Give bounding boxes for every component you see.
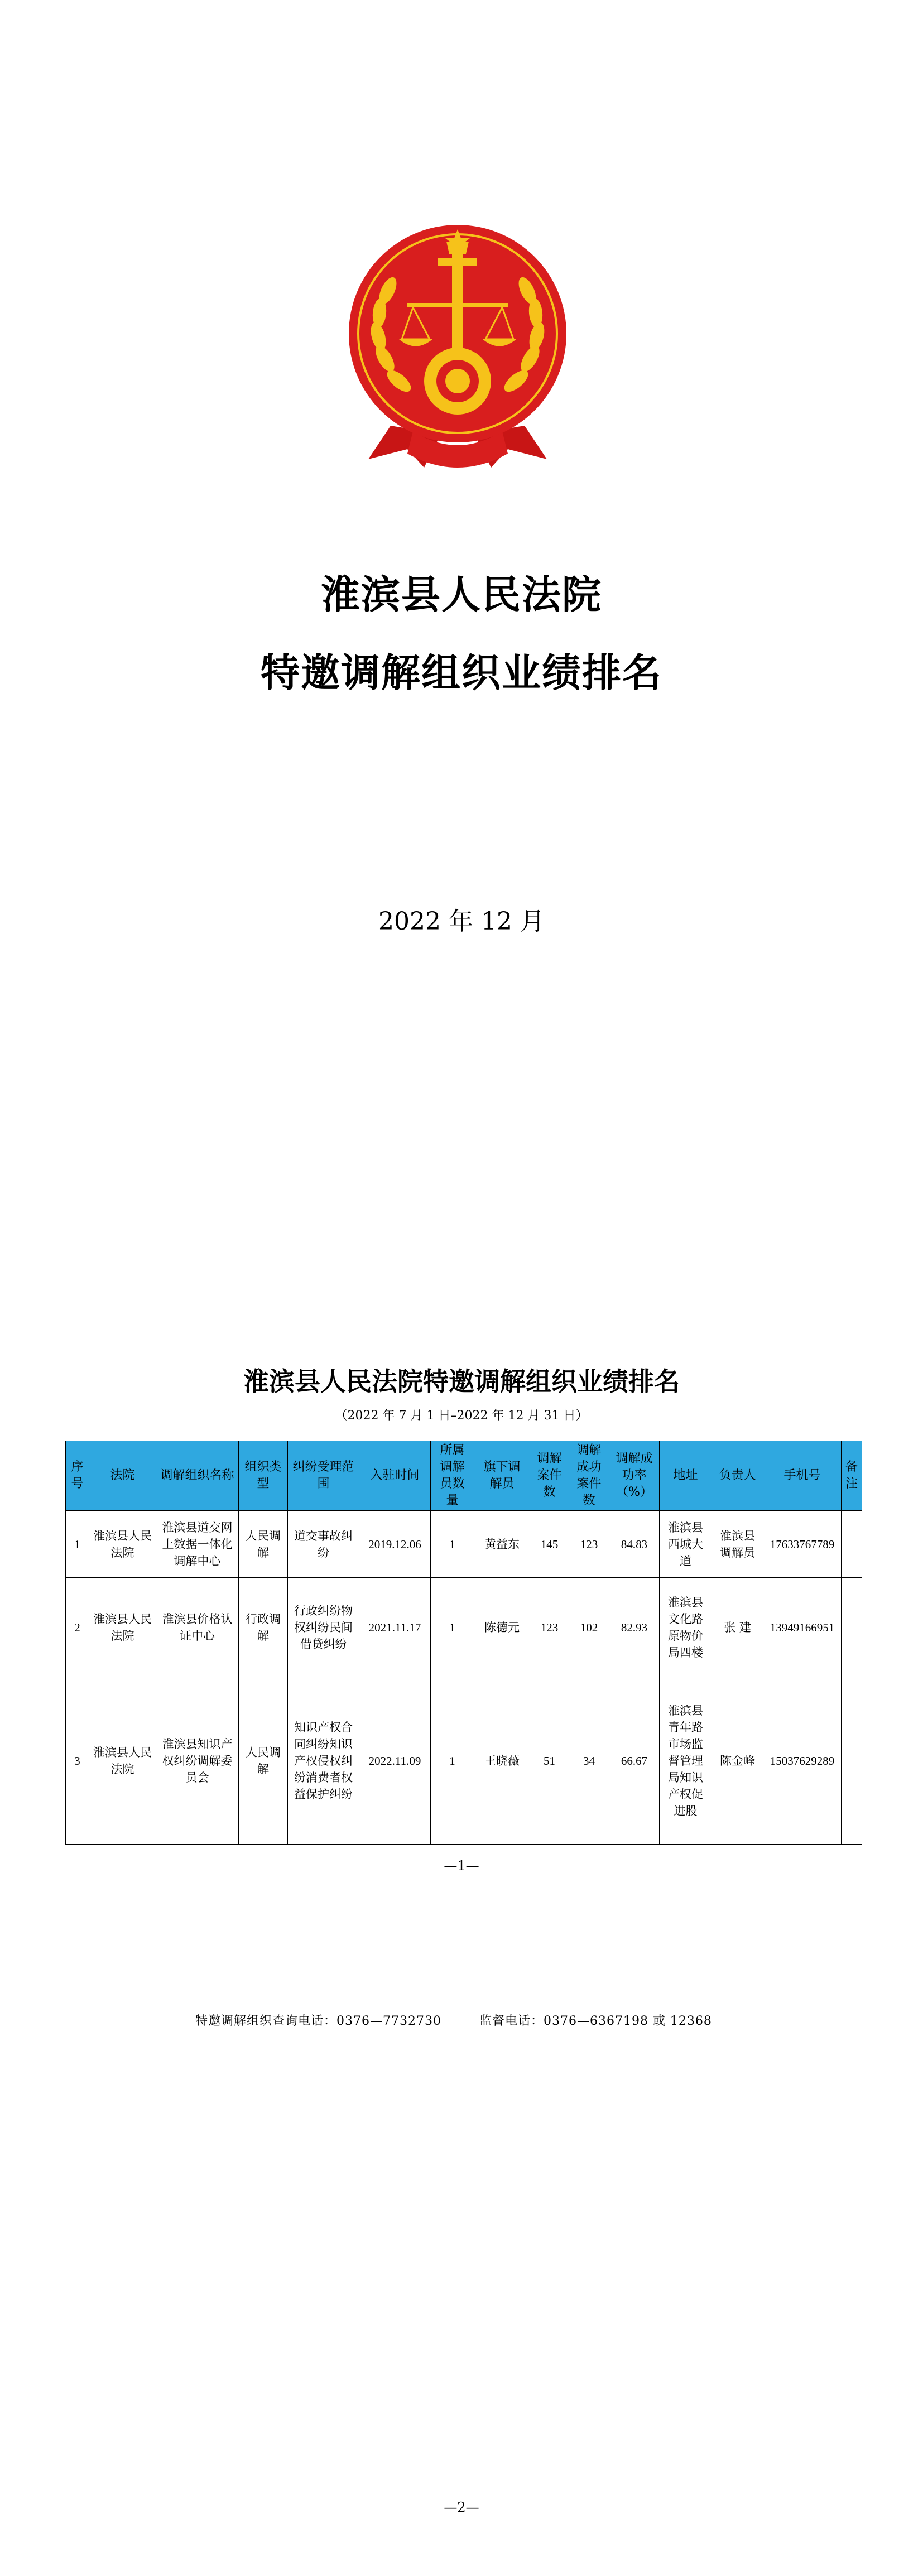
cover-date: 2022 年 12 月: [378, 907, 545, 936]
cell-rate: 84.83: [609, 1511, 660, 1578]
header-date: 入驻时间: [359, 1441, 431, 1511]
table-period: （2022 年 7 月 1 日–2022 年 12 月 31 日）: [335, 1409, 588, 1423]
cell-date: 2021.11.17: [359, 1578, 431, 1677]
cell-court: 淮滨县人民法院: [89, 1677, 156, 1845]
cell-phone: 15037629289: [763, 1677, 842, 1845]
cell-leader: 淮滨县调解员: [712, 1511, 763, 1578]
table-row: [66, 1511, 862, 1578]
cell-cases: 123: [530, 1578, 569, 1677]
cell-type: 人民调解: [239, 1511, 288, 1578]
header-no: 序号: [66, 1441, 89, 1511]
cell-count: 1: [431, 1511, 474, 1578]
cell-scope: 行政纠纷物权纠纷民间借贷纠纷: [288, 1578, 359, 1677]
header-address: 地址: [660, 1441, 712, 1511]
cell-no: 1: [66, 1511, 89, 1578]
cell-count: 1: [431, 1578, 474, 1677]
cell-mediator: 黄益东: [474, 1511, 530, 1578]
cell-success: 34: [569, 1677, 609, 1845]
cell-leader: 陈金峰: [712, 1677, 763, 1845]
contact-line: [195, 2011, 746, 2029]
page-number-1: —1—: [444, 1858, 479, 1874]
cell-note: [842, 1578, 862, 1677]
court-emblem: [346, 219, 569, 476]
table-row: [66, 1578, 862, 1677]
cell-org: 淮滨县价格认证中心: [156, 1578, 239, 1677]
table-row: [66, 1677, 862, 1845]
cell-type: 行政调解: [239, 1578, 288, 1677]
header-cases: 调解案件数: [530, 1441, 569, 1511]
header-rate: 调解成功率（%）: [609, 1441, 660, 1511]
cell-date: 2019.12.06: [359, 1511, 431, 1578]
page-number-2: —2—: [444, 2500, 479, 2515]
cell-scope: 知识产权合同纠纷知识产权侵权纠纷消费者权益保护纠纷: [288, 1677, 359, 1845]
cell-org: 淮滨县道交网上数据一体化调解中心: [156, 1511, 239, 1578]
cell-note: [842, 1677, 862, 1845]
cell-rate: 82.93: [609, 1578, 660, 1677]
table-title: 淮滨县人民法院特邀调解组织业绩排名: [243, 1366, 680, 1397]
table-header-row: [66, 1441, 862, 1511]
header-note: 备注: [842, 1441, 862, 1511]
cell-success: 102: [569, 1578, 609, 1677]
header-scope: 纠纷受理范围: [288, 1441, 359, 1511]
ranking-table: [65, 1441, 862, 1845]
cell-note: [842, 1511, 862, 1578]
cell-cases: 51: [530, 1677, 569, 1845]
header-mediator: 旗下调解员: [474, 1441, 530, 1511]
cell-address: 淮滨县文化路原物价局四楼: [660, 1578, 712, 1677]
cover-title-line2: 特邀调解组织业绩排名: [261, 649, 662, 696]
header-phone: 手机号: [763, 1441, 842, 1511]
cell-address: 淮滨县青年路市场监督管理局知识产权促进股: [660, 1677, 712, 1845]
cover-title-line1: 淮滨县人民法院: [321, 571, 602, 618]
cell-type: 人民调解: [239, 1677, 288, 1845]
cell-success: 123: [569, 1511, 609, 1578]
cell-rate: 66.67: [609, 1677, 660, 1845]
cell-leader: 张 建: [712, 1578, 763, 1677]
cell-scope: 道交事故纠纷: [288, 1511, 359, 1578]
cell-cases: 145: [530, 1511, 569, 1578]
cell-address: 淮滨县西城大道: [660, 1511, 712, 1578]
cell-no: 2: [66, 1578, 89, 1677]
cell-court: 淮滨县人民法院: [89, 1511, 156, 1578]
cell-court: 淮滨县人民法院: [89, 1578, 156, 1677]
cell-no: 3: [66, 1677, 89, 1845]
header-success: 调解成功案件数: [569, 1441, 609, 1511]
cell-phone: 13949166951: [763, 1578, 842, 1677]
contact-supervise-phone: 监督电话：0376—6367198 或 12368: [479, 2014, 712, 2028]
header-org: 调解组织名称: [156, 1441, 239, 1511]
header-count: 所属调解员数量: [431, 1441, 474, 1511]
cell-mediator: 王晓薇: [474, 1677, 530, 1845]
header-leader: 负责人: [712, 1441, 763, 1511]
cell-org: 淮滨县知识产权纠纷调解委员会: [156, 1677, 239, 1845]
header-court: 法院: [89, 1441, 156, 1511]
contact-query-phone: 特邀调解组织查询电话：0376—7732730: [195, 2014, 441, 2028]
cell-date: 2022.11.09: [359, 1677, 431, 1845]
cell-mediator: 陈德元: [474, 1578, 530, 1677]
header-type: 组织类型: [239, 1441, 288, 1511]
cell-count: 1: [431, 1677, 474, 1845]
cell-phone: 17633767789: [763, 1511, 842, 1578]
